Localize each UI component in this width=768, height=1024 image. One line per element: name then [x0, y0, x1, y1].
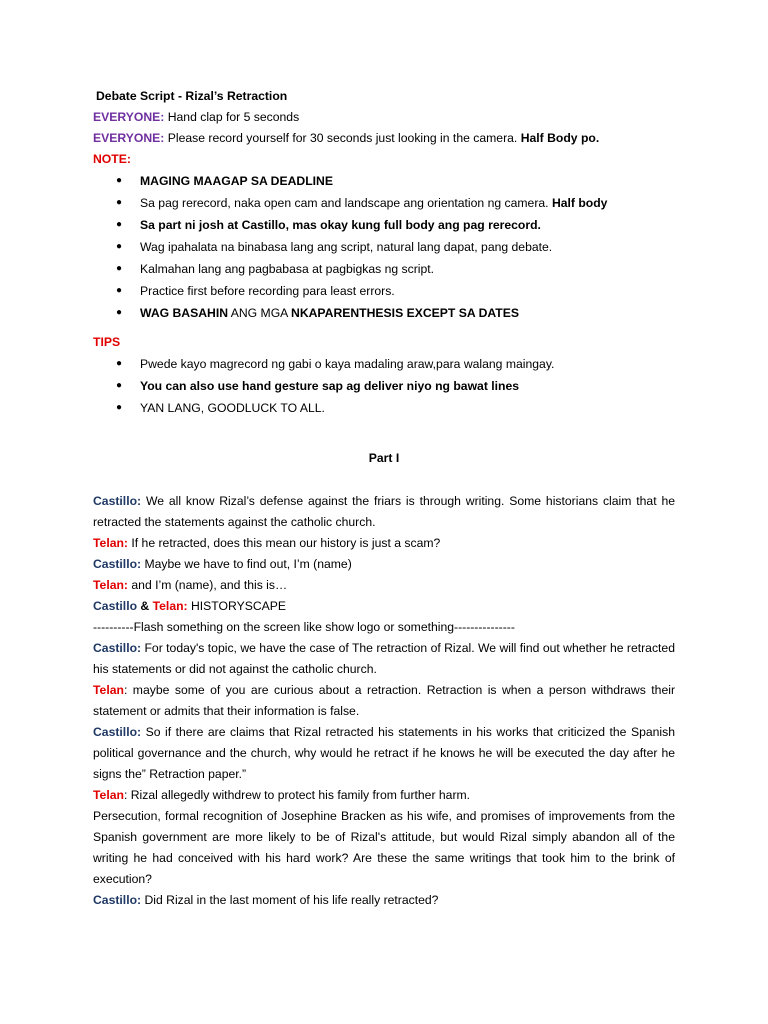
note-emphasis: NKAPARENTHESIS EXCEPT SA DATES [291, 306, 519, 320]
part-heading: Part I [368, 451, 400, 465]
instruction-emphasis: Half Body po. [520, 131, 600, 145]
list-item [93, 302, 675, 324]
list-item [93, 192, 675, 214]
script-line [93, 890, 675, 911]
instruction-text: Please record yourself for 30 seconds just looking in the camera. [164, 131, 521, 145]
bullet-icon: ● [116, 402, 123, 413]
speaker-label: Castillo: [93, 893, 142, 907]
ampersand: & [137, 599, 153, 613]
script-line [93, 680, 675, 722]
list-item [93, 236, 675, 258]
script-line [93, 638, 675, 680]
dialogue-text: If he retracted, does this mean our history is just a scam? [128, 536, 441, 550]
list-item [93, 258, 675, 280]
script-line [93, 596, 675, 617]
tip-text: YAN LANG, GOODLUCK TO ALL. [140, 401, 325, 415]
speaker-label: Telan [93, 788, 124, 802]
note-text: Sa pag rerecord, naka open cam and landscape ang orientation ng camera. [140, 196, 552, 210]
speaker-label: EVERYONE: [93, 110, 165, 124]
dialogue-text: HISTORYSCAPE [187, 599, 287, 613]
note-emphasis: MAGING MAAGAP SA DEADLINE [140, 174, 333, 188]
bullet-icon: ● [116, 263, 123, 274]
list-item [93, 397, 675, 419]
speaker-label: Telan: [152, 599, 188, 613]
dialogue-text: We all know Rizal’s defense against the friars is through writing. Some historians claim that he retracted the statements against the catholic church. [93, 494, 675, 529]
list-item [93, 170, 675, 192]
tips-list [93, 353, 675, 419]
note-text: ANG MGA [228, 306, 292, 320]
list-item [93, 214, 675, 236]
script-line [93, 554, 675, 575]
dialogue-text: Maybe we have to find out, I’m (name) [141, 557, 352, 571]
stage-direction: ----------Flash something on the screen like show logo or something--------------- [93, 620, 515, 634]
list-item [93, 280, 675, 302]
instruction-line [93, 107, 675, 128]
script-line [93, 575, 675, 596]
dialogue-text: Did Rizal in the last moment of his life really retracted? [141, 893, 439, 907]
note-emphasis: Sa part ni josh at Castillo, mas okay kung full body ang pag rerecord. [140, 218, 541, 232]
speaker-label: Castillo: [93, 557, 142, 571]
speaker-label: Castillo: [93, 725, 142, 739]
narration-paragraph: Persecution, formal recognition of Josephine Bracken as his wife, and promises of improvements from the Spanish government are more likely to be of Rizal's attitude, but would Rizal simply abandon all of the writing he had conceived with his hard work? Are these the same writings that took him to the brink of execution? [93, 809, 675, 886]
notes-list [93, 170, 675, 324]
script-line [93, 491, 675, 533]
dialogue-text: : maybe some of you are curious about a retraction. Retraction is when a person withdraws their statement or admits that their information is false. [93, 683, 675, 718]
note-text: Practice first before recording para least errors. [140, 284, 395, 298]
script-line [93, 533, 675, 554]
note-text: Kalmahan lang ang pagbabasa at pagbigkas ng script. [140, 262, 435, 276]
speaker-label: Castillo: [93, 641, 142, 655]
script-line [93, 785, 675, 806]
speaker-label: Telan: [93, 536, 128, 550]
dialogue-text: and I’m (name), and this is… [128, 578, 288, 592]
bullet-icon: ● [116, 197, 123, 208]
tip-text: You can also use hand gesture sap ag deliver niyo ng bawat lines [140, 379, 520, 393]
document-title: Debate Script - Rizal’s Retraction [96, 89, 288, 103]
bullet-icon: ● [116, 285, 123, 296]
note-emphasis: Half body [551, 196, 608, 210]
bullet-icon: ● [116, 307, 123, 318]
tips-label: TIPS [93, 335, 121, 349]
dialogue-text: So if there are claims that Rizal retracted his statements in his works that criticized the Spanish political governance and the church, why would he retract if he knows he will be executed the day after he signs the” Retraction paper.” [93, 725, 675, 781]
note-label: NOTE: [93, 152, 131, 166]
bullet-icon: ● [116, 380, 123, 391]
speaker-label: Telan: [93, 578, 128, 592]
bullet-icon: ● [116, 175, 123, 186]
note-emphasis: WAG BASAHIN [140, 306, 229, 320]
dialogue-text: For today's topic, we have the case of The retraction of Rizal. We will find out whether he retracted his statements or did not against the catholic church. [93, 641, 675, 676]
bullet-icon: ● [116, 241, 123, 252]
speaker-label: Castillo: [93, 494, 142, 508]
list-item [93, 353, 675, 375]
note-text: Wag ipahalata na binabasa lang ang script, natural lang dapat, pang debate. [140, 240, 553, 254]
tip-text: Pwede kayo magrecord ng gabi o kaya madaling araw,para walang maingay. [140, 357, 555, 371]
bullet-icon: ● [116, 219, 123, 230]
speaker-label: Castillo [93, 599, 138, 613]
dialogue-text: : Rizal allegedly withdrew to protect his family from further harm. [123, 788, 471, 802]
speaker-label: Telan [93, 683, 124, 697]
list-item [93, 375, 675, 397]
bullet-icon: ● [116, 358, 123, 369]
script-line [93, 722, 675, 785]
document-page [93, 86, 675, 911]
speaker-label: EVERYONE: [93, 131, 165, 145]
instruction-text: Hand clap for 5 seconds [164, 110, 300, 124]
instruction-line [93, 128, 675, 149]
